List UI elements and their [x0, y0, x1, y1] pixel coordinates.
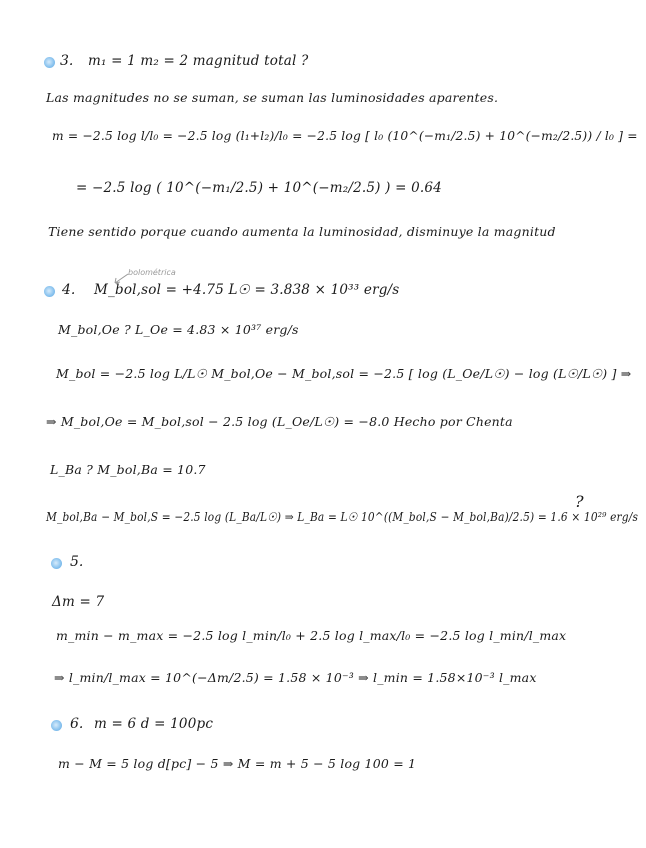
- bullet-3: [44, 57, 55, 68]
- s4-question-ba: L_Ba ? M_bol,Ba = 10.7: [50, 462, 206, 477]
- s4-equation-3: M_bol,Ba − M_bol,S = −2.5 log (L_Ba/L☉) ⇒ L_Ba = L☉ 10^((M_bol,S − M_bol,Ba)/2.5) = 1.6 × 10²⁹ erg/s: [46, 510, 639, 524]
- s4-equation-2: ⇒ M_bol,Oe = M_bol,sol − 2.5 log (L_Oe/L☉) = −8.0 Hecho por Chenta: [46, 414, 513, 429]
- bolometric-annotation: bolométrica: [128, 268, 176, 277]
- s4-equation-1: M_bol = −2.5 log L/L☉ M_bol,Oe − M_bol,sol = −2.5 [ log (L_Oe/L☉) − log (L☉/L☉) ] ⇒: [56, 366, 632, 381]
- bullet-5: [51, 558, 62, 569]
- s3-givens: m₁ = 1 m₂ = 2 magnitud total ?: [88, 53, 309, 69]
- item-number-6: 6.: [70, 716, 84, 732]
- item-number-3: 3.: [60, 53, 74, 69]
- s3-equation-1: m = −2.5 log l/l₀ = −2.5 log (l₁+l₂)/l₀ = −2.5 log [ l₀ (10^(−m₁/2.5) + 10^(−m₂/2.5)) / l₀ ] =: [52, 128, 638, 143]
- s4-trailing-question-mark: ?: [575, 492, 584, 511]
- s4-givens: M_bol,sol = +4.75 L☉ = 3.838 × 10³³ erg/s: [94, 282, 400, 298]
- bullet-6: [51, 720, 62, 731]
- s3-equation-2: = −2.5 log ( 10^(−m₁/2.5) + 10^(−m₂/2.5) ) = 0.64: [76, 180, 442, 196]
- s5-delta-m: Δm = 7: [52, 594, 105, 610]
- s6-equation: m − M = 5 log d[pc] − 5 ⇒ M = m + 5 − 5 log 100 = 1: [58, 756, 417, 771]
- s4-question-oe: M_bol,Oe ? L_Oe = 4.83 × 10³⁷ erg/s: [58, 322, 299, 337]
- s6-givens: m = 6 d = 100pc: [94, 716, 214, 732]
- item-number-4: 4.: [62, 282, 76, 298]
- s5-equation-2: ⇒ l_min/l_max = 10^(−Δm/2.5) = 1.58 × 10⁻³ ⇒ l_min = 1.58×10⁻³ l_max: [54, 670, 537, 685]
- bullet-4: [44, 286, 55, 297]
- item-number-5: 5.: [70, 554, 84, 570]
- s3-conclusion: Tiene sentido porque cuando aumenta la luminosidad, disminuye la magnitud: [48, 224, 556, 239]
- s5-equation-1: m_min − m_max = −2.5 log l_min/l₀ + 2.5 log l_max/l₀ = −2.5 log l_min/l_max: [56, 628, 567, 643]
- s3-statement: Las magnitudes no se suman, se suman las luminosidades aparentes.: [46, 90, 499, 105]
